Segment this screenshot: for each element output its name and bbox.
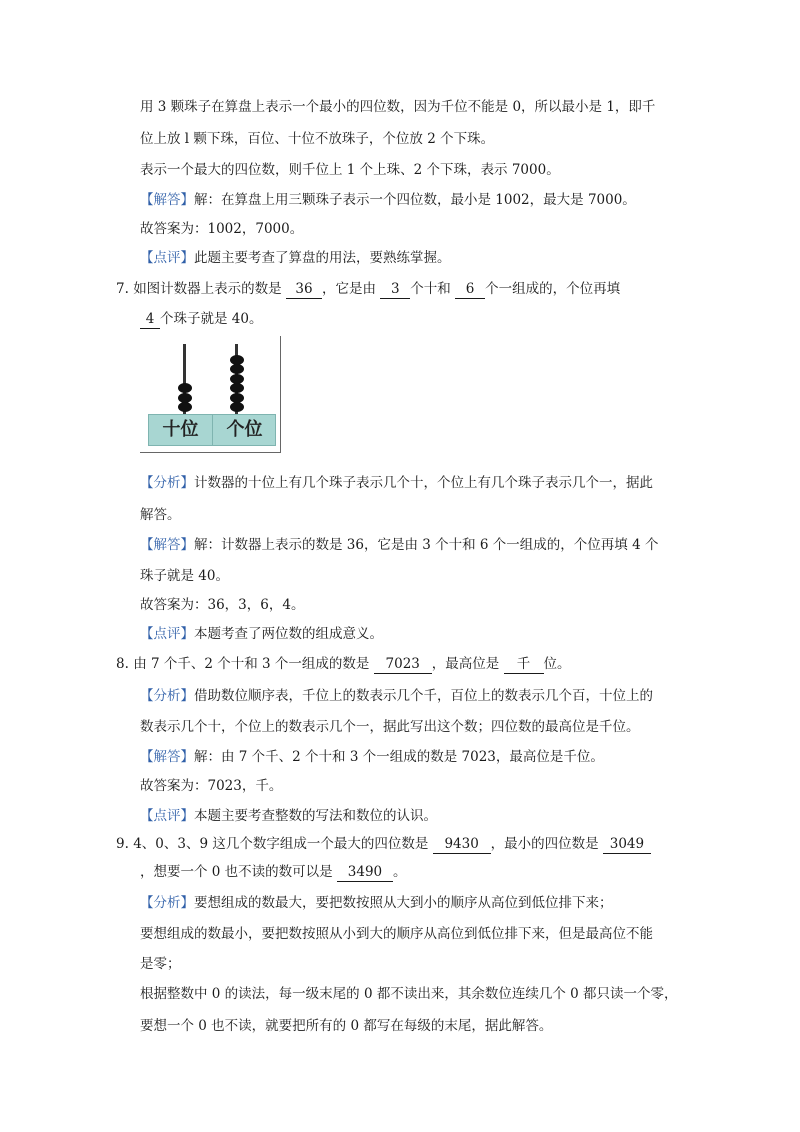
q9-analysis-1 [140, 893, 613, 913]
comment-tag: 【点评】 [140, 626, 194, 642]
q7-analysis-2: 解答。 [140, 507, 181, 523]
question-text: 4、0、3、9 这几个数字组成一个最大的四位数是 [133, 836, 429, 852]
q7-analysis-1 [140, 473, 653, 493]
question-text: 个一组成的，个位再填 [485, 281, 621, 297]
question-8 [116, 654, 571, 674]
question-text: ，它是由 [321, 281, 376, 297]
answer-blank: 7023 [374, 656, 432, 674]
question-text: 如图计数器上表示的数是 [133, 281, 282, 297]
question-text: 个珠子就是 40。 [160, 311, 263, 327]
q7-solution-2: 珠子就是 40。 [140, 568, 229, 584]
intro-comment [140, 248, 451, 268]
q9-analysis-4: 根据整数中 0 的读法，每一级末尾的 0 都不读出来，其余数位连续几个 0 都只读一个零， [140, 986, 678, 1002]
tens-place-label: 十位 [162, 419, 199, 440]
comment-tag: 【点评】 [140, 250, 194, 266]
analysis-tag: 【分析】 [140, 688, 194, 704]
solution-text: 解：计数器上表示的数是 36，它是由 3 个十和 6 个一组成的，个位再填 4 个 [194, 537, 659, 553]
abacus-base [148, 414, 276, 446]
q7-solution-1 [140, 535, 658, 555]
question-text: ，最小的四位数是 [490, 836, 599, 852]
q7-comment [140, 624, 383, 644]
question-number: 9. [116, 836, 129, 852]
comment-text: 此题主要考查了算盘的用法，要熟练掌握。 [194, 250, 451, 266]
q7-answer: 故答案为：36，3，6，4。 [140, 597, 305, 613]
abacus-bead [178, 402, 192, 412]
solution-text: 解：在算盘上用三颗珠子表示一个四位数，最小是 1002，最大是 7000。 [194, 192, 636, 208]
ones-place-label: 个位 [226, 419, 263, 440]
answer-blank: 3490 [337, 864, 393, 882]
answer-blank: 9430 [433, 836, 491, 854]
intro-line-3: 表示一个最大的四位数，则千位上 1 个上珠、2 个下珠，表示 7000。 [140, 162, 560, 178]
analysis-tag: 【分析】 [140, 475, 194, 491]
abacus-bead [230, 393, 244, 403]
answer-blank: 3049 [603, 836, 651, 854]
question-text: 。 [392, 864, 407, 880]
question-number: 7. [116, 281, 129, 297]
solution-tag: 【解答】 [140, 537, 194, 553]
comment-text: 本题考查了两位数的组成意义。 [194, 626, 383, 642]
abacus-bead [178, 393, 192, 403]
answer-blank: 千 [504, 656, 544, 674]
q8-comment [140, 806, 437, 826]
q9-analysis-3: 是零； [140, 956, 181, 972]
q8-solution [140, 747, 604, 767]
abacus-bead [230, 402, 244, 412]
q8-answer: 故答案为：7023，千。 [140, 778, 283, 794]
counter-abacus-figure [140, 336, 281, 453]
answer-blank: 6 [455, 281, 485, 299]
q9-analysis-5: 要想一个 0 也不读，就要把所有的 0 都写在每级的末尾，据此解答。 [140, 1018, 553, 1034]
intro-line-2: 位上放 l 颗下珠，百位、十位不放珠子，个位放 2 个下珠。 [140, 131, 495, 147]
solution-text: 解：由 7 个千、2 个十和 3 个一组成的数是 7023，最高位是千位。 [194, 749, 604, 765]
question-9-cont [140, 862, 406, 882]
abacus-bead [230, 383, 244, 393]
solution-tag: 【解答】 [140, 749, 194, 765]
q8-analysis-2: 数表示几个十，个位上的数表示几个一，据此写出这个数；四位数的最高位是千位。 [140, 719, 640, 735]
answer-blank: 36 [286, 281, 322, 299]
q9-analysis-2: 要想组成的数最小，要把数按照从小到大的顺序从高位到低位排下来，但是最高位不能 [140, 926, 653, 942]
intro-solution [140, 190, 636, 210]
abacus-bead [230, 364, 244, 374]
answer-blank: 4 [140, 311, 160, 329]
q8-analysis-1 [140, 686, 653, 706]
abacus-bead [230, 355, 244, 365]
comment-text: 本题主要考查整数的写法和数位的认识。 [194, 808, 437, 824]
question-text: ，想要一个 0 也不读的数可以是 [140, 864, 333, 880]
question-text: 由 7 个千、2 个十和 3 个一组成的数是 [133, 656, 370, 672]
abacus-bead [178, 383, 192, 393]
question-text: 位。 [543, 656, 571, 672]
question-number: 8. [116, 656, 129, 672]
solution-tag: 【解答】 [140, 192, 194, 208]
analysis-text: 要想组成的数最大，要把数按照从大到小的顺序从高位到低位排下来； [194, 895, 613, 911]
question-text: ，最高位是 [431, 656, 500, 672]
analysis-text: 借助数位顺序表，千位上的数表示几个千，百位上的数表示几个百，十位上的 [194, 688, 653, 704]
intro-line-1: 用 3 颗珠子在算盘上表示一个最小的四位数，因为千位不能是 0，所以最小是 1，即千 [140, 99, 656, 115]
answer-blank: 3 [380, 281, 410, 299]
comment-tag: 【点评】 [140, 808, 194, 824]
question-7-cont [140, 309, 262, 329]
question-text: 个十和 [410, 281, 451, 297]
abacus-bead [230, 374, 244, 384]
intro-answer: 故答案为：1002，7000。 [140, 221, 304, 237]
question-9 [116, 834, 651, 854]
question-7 [116, 279, 620, 299]
analysis-tag: 【分析】 [140, 895, 194, 911]
analysis-text: 计数器的十位上有几个珠子表示几个十，个位上有几个珠子表示几个一，据此 [194, 475, 653, 491]
